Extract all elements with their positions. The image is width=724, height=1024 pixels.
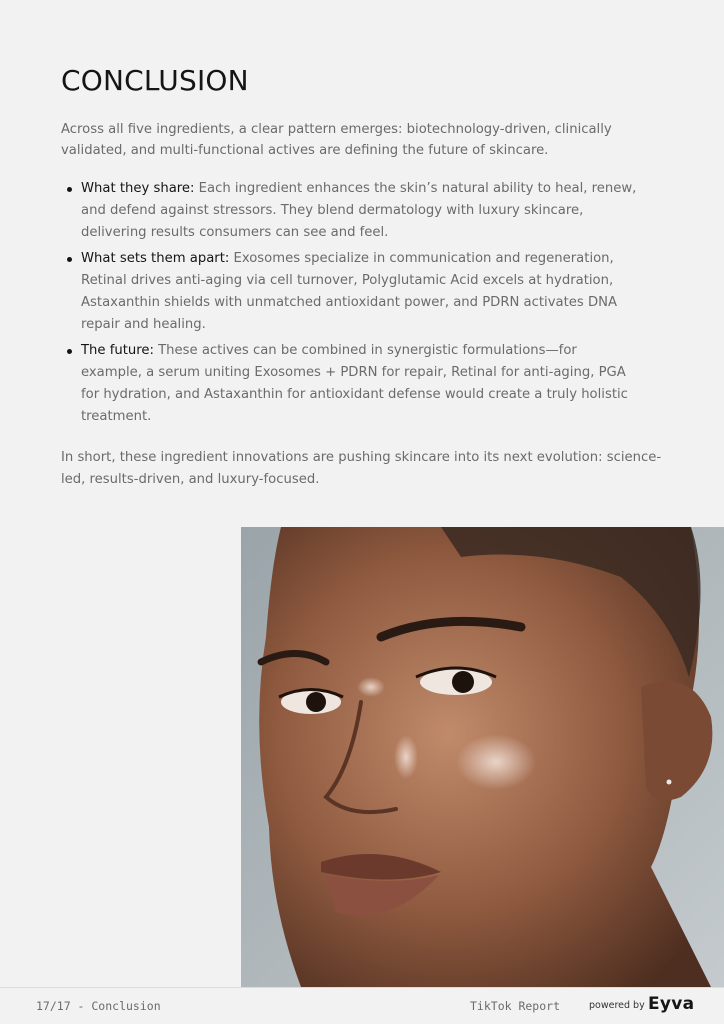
bullet-text: Exosomes specialize in communication and regeneration, Retinal drives anti-aging via cell turnover, Polyglutamic Acid excels at hydration, Astaxanthin shields with unmatched antioxidant power, and PDRN activates DNA repair and healing.	[81, 251, 617, 332]
bullet-text: Each ingredient enhances the skin’s natural ability to heal, renew, and defend against stressors. They blend dermatology with luxury skincare, delivering results consumers can see and feel.	[81, 181, 637, 240]
intro-paragraph: Across all five ingredients, a clear pattern emerges: biotechnology-driven, clinically validated, and multi-functional actives are defining the future of skincare.	[61, 122, 612, 158]
summary-paragraph: In short, these ingredient innovations are pushing skincare into its next evolution: science-led, results-driven, and luxury-focused.	[61, 450, 662, 487]
key-points-list	[61, 178, 641, 432]
list-item	[81, 178, 641, 244]
bullet-lead: What they share:	[81, 181, 195, 196]
powered-by-label: powered by	[589, 1000, 645, 1011]
bullet-lead: What sets them apart:	[81, 251, 230, 266]
page-footer	[0, 987, 724, 1024]
bullet-lead: The future:	[81, 343, 154, 358]
list-item	[81, 248, 641, 336]
report-label: TikTok Report	[470, 999, 561, 1013]
brand-logo: Eyva	[648, 994, 695, 1014]
page-title: CONCLUSION	[61, 64, 249, 97]
portrait-illustration	[241, 527, 724, 987]
page-number-label: 17/17 - Conclusion	[36, 999, 161, 1013]
portrait-photo	[241, 527, 724, 987]
earring-icon	[667, 780, 672, 785]
list-item	[81, 340, 641, 428]
bullet-text: These actives can be combined in synergistic formulations—for example, a serum uniting Exosomes + PDRN for repair, Retinal for anti-aging, PGA for hydration, and Astaxanthin for antioxidant defense would create a truly holistic treatment.	[81, 343, 628, 424]
